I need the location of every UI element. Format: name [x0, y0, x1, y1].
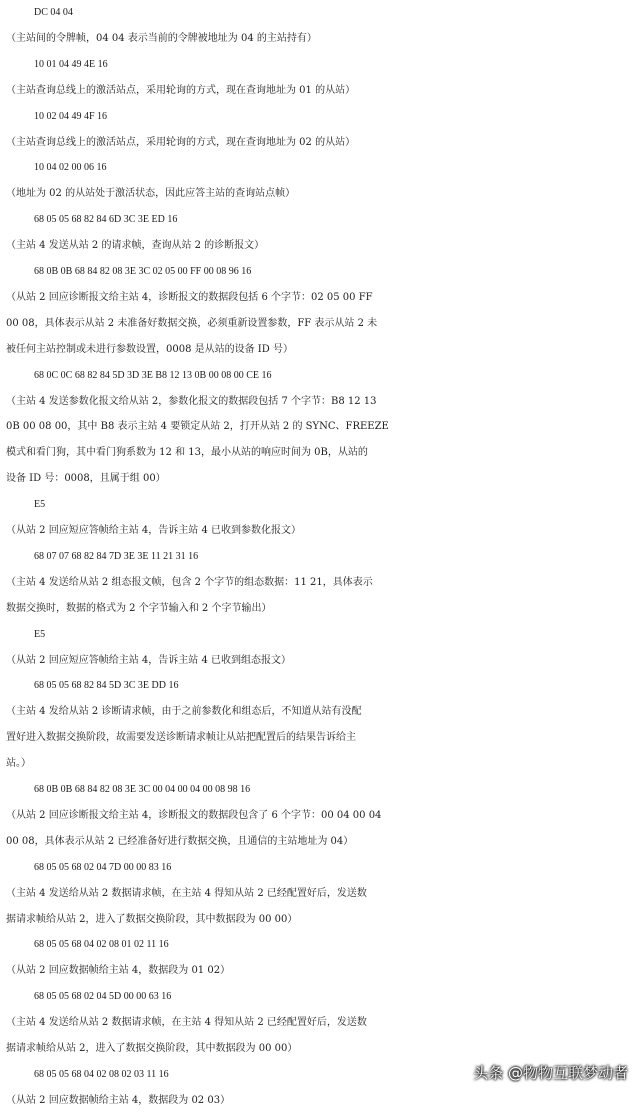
annotation-continuation-line: 据请求帧给从站 2，进入了数据交换阶段，其中数据段为 00 00）	[6, 913, 298, 925]
hex-frame-line: E5	[34, 499, 46, 511]
hex-frame-line: 68 05 05 68 04 02 08 01 02 11 16	[34, 939, 169, 951]
annotation-line: （主站 4 发送参数化报文给从站 2，参数化报文的数据段包括 7 个字节：B8 12 13	[6, 395, 377, 407]
annotation-continuation-line: 据请求帧给从站 2，进入了数据交换阶段，其中数据段为 00 00）	[6, 1043, 298, 1054]
annotation-line: （从站 2 回应数据帧给主站 4，数据段为 02 03）	[6, 1094, 231, 1106]
hex-frame-line: 68 05 05 68 02 04 7D 00 00 83 16	[34, 861, 172, 873]
annotation-continuation-line: 数据交换时，数据的格式为 2 个字节输入和 2 个字节输出）	[6, 602, 272, 614]
annotation-line: （从站 2 回应数据帧给主站 4，数据段为 01 02）	[6, 965, 231, 977]
annotation-line: （从站 2 回应诊断报文给主站 4，诊断报文的数据段包括 6 个字节：02 05 00 FF	[6, 291, 373, 303]
annotation-line: （主站查询总线上的激活站点，采用轮询的方式，现在查询地址为 02 的从站）	[6, 136, 356, 148]
hex-frame-line: 68 0B 0B 68 84 82 08 3E 3C 02 05 00 FF 00 08 96 16	[34, 266, 252, 277]
hex-frame-line: 10 04 02 00 06 16	[34, 162, 107, 174]
annotation-continuation-line: 被任何主站控制或未进行参数设置，0008 是从站的设备 ID 号）	[6, 343, 293, 355]
watermark: 头条 @物物互联梦动者	[473, 1064, 628, 1082]
annotation-line: （主站 4 发送给从站 2 组态报文帧，包含 2 个字节的组态数据：11 21，具体表示	[6, 576, 373, 588]
hex-frame-line: 68 07 07 68 82 84 7D 3E 3E 11 21 31 16	[34, 550, 199, 562]
annotation-line: （主站 4 发送给从站 2 数据请求帧，在主站 4 得知从站 2 已经配置好后，发送数	[6, 1017, 367, 1029]
hex-frame-line: 68 0B 0B 68 84 82 08 3E 3C 00 04 00 04 00 08 98 16	[34, 784, 251, 795]
annotation-continuation-line: 置好进入数据交换阶段，故需要发送诊断请求帧让从站把配置后的结果告诉给主	[6, 732, 356, 744]
annotation-line: （主站间的令牌帧，04 04 表示当前的令牌被地址为 04 的主站持有）	[6, 32, 317, 44]
annotation-line: （主站 4 发送给从站 2 数据请求帧，在主站 4 得知从站 2 已经配置好后，发送数	[6, 887, 367, 899]
annotation-continuation-line: 00 08，具体表示从站 2 已经准备好进行数据交换，且通信的主站地址为 04）	[6, 835, 354, 847]
annotation-continuation-line: 模式和看门狗，其中看门狗系数为 12 和 13，最小从站的响应时间为 0B，从站的	[6, 447, 368, 459]
annotation-line: （从站 2 回应诊断报文给主站 4，诊断报文的数据段包含了 6 个字节：00 04 00 04	[6, 809, 382, 821]
hex-frame-line: 68 05 05 68 04 02 08 02 03 11 16	[34, 1068, 169, 1080]
annotation-continuation-line: 设备 ID 号：0008，且属于组 00）	[6, 473, 166, 485]
hex-frame-line: 68 05 05 68 82 84 6D 3C 3E ED 16	[34, 214, 178, 226]
hex-frame-line: 68 05 05 68 02 04 5D 00 00 63 16	[34, 991, 172, 1003]
annotation-continuation-line: 0B 00 08 00，其中 B8 表示主站 4 要锁定从站 2，打开从站 2 的 SYNC、FREEZE	[6, 421, 389, 433]
annotation-line: （从站 2 回应短应答帧给主站 4，告诉主站 4 已收到组态报文）	[6, 654, 291, 666]
annotation-line: （主站 4 发给从站 2 诊断请求帧，由于之前参数化和组态后，不知道从站有没配	[6, 706, 362, 718]
hex-frame-line: DC 04 04	[34, 7, 73, 18]
annotation-line: （主站 4 发送从站 2 的请求帧，查询从站 2 的诊断报文）	[6, 240, 265, 252]
annotation-continuation-line: 站。）	[6, 758, 31, 770]
hex-frame-line: 68 05 05 68 82 84 5D 3C 3E DD 16	[34, 680, 179, 692]
annotation-line: （主站查询总线上的激活站点，采用轮询的方式，现在查询地址为 01 的从站）	[6, 84, 356, 96]
hex-frame-line: 68 0C 0C 68 82 84 5D 3D 3E B8 12 13 0B 00 08 00 CE 16	[34, 369, 272, 381]
annotation-line: （地址为 02 的从站处于激活状态，因此应答主站的查询站点帧）	[6, 188, 296, 200]
hex-frame-line: E5	[34, 628, 46, 640]
hex-frame-line: 10 01 04 49 4E 16	[34, 58, 108, 70]
hex-frame-line: 10 02 04 49 4F 16	[34, 110, 108, 122]
annotation-continuation-line: 00 08，具体表示从站 2 未准备好数据交换，必须重新设置参数，FF 表示从站 2 未	[6, 317, 378, 329]
annotation-line: （从站 2 回应短应答帧给主站 4，告诉主站 4 已收到参数化报文）	[6, 525, 301, 536]
